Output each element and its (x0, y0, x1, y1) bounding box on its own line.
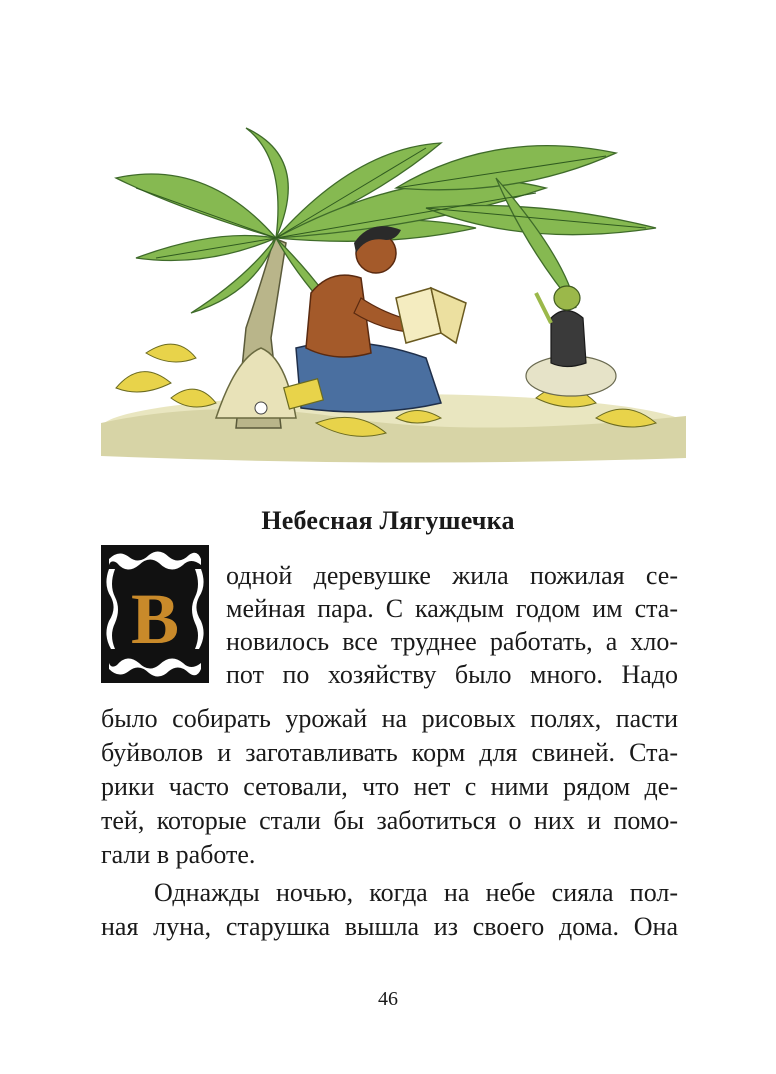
dropcap-frame-ornament (101, 545, 209, 683)
text-line: гали в работе. (101, 840, 256, 869)
text-line: тей, которые стали бы заботиться о них и помо- (101, 806, 678, 835)
text-line: пот по хозяйству было много. Надо (226, 660, 678, 689)
page-number: 46 (378, 988, 398, 1010)
illustration-man-reading-to-frog (96, 118, 686, 468)
text-line: одной деревушке жила пожилая се- (226, 561, 678, 590)
text-line: Однажды ночью, когда на небе сияла пол- (154, 878, 678, 907)
text-line: буйволов и заготавливать корм для свиней. Ста- (101, 738, 678, 767)
text-line: мейная пара. С каждым годом им ста- (226, 594, 678, 623)
text-line: рики часто сетовали, что нет с ними рядом де- (101, 772, 678, 801)
dropcap (101, 545, 209, 683)
text-line: новилось все труднее работать, а хло- (226, 627, 678, 656)
story-title: Небесная Лягушечка (261, 506, 515, 535)
text-line: было собирать урожай на рисовых полях, пасти (101, 704, 678, 733)
dropcap-letter: В (130, 579, 180, 659)
text-line: ная луна, старушка вышла из своего дома. Она (101, 912, 678, 941)
